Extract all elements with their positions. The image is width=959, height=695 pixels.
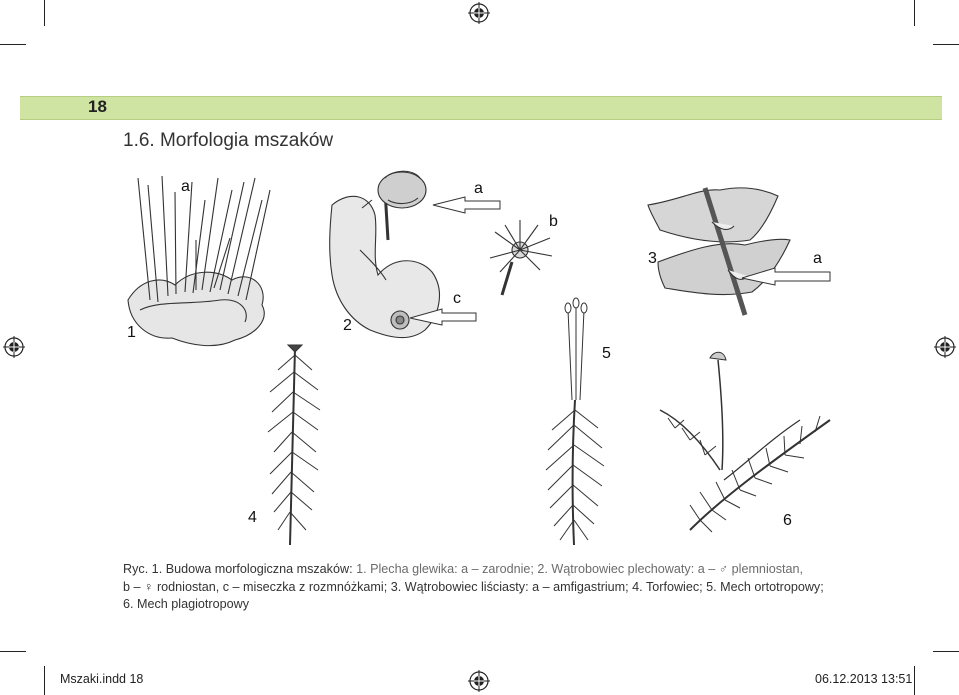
label-1: 1 [127,324,136,341]
label-2: 2 [343,317,352,334]
illustration-2-marchantia [330,171,440,337]
label-b: b [549,213,558,230]
slug-file-name: Mszaki.indd 18 [60,672,144,686]
label-a-2: a [474,180,483,197]
caption-lead: Ryc. 1. Budowa morfologiczna mszaków: [123,562,353,576]
label-5: 5 [602,345,611,362]
illustration-1-anthoceros [128,176,270,346]
section-title: 1.6. Morfologia mszaków [123,130,334,151]
label-a-3: a [813,250,822,267]
illustration-2b-archegoniophore [490,220,552,295]
illustration-6-plagiotropous-moss [660,352,830,532]
label-3: 3 [648,250,657,267]
caption-line-3: 6. Mech plagiotropowy [123,597,250,611]
page-number: 18 [88,97,107,116]
slug-date-time: 06.12.2013 13:51 [815,672,913,686]
caption-line-1-rest: 1. Plecha glewika: a – zarodnie; 2. Wątrobowiec plechowaty: a – ♂ plemniostan, [352,562,804,576]
label-6: 6 [783,512,792,529]
figure-caption [123,561,843,614]
label-c: c [453,290,461,307]
illustration-3-leafy-liverwort [648,188,790,315]
caption-line-1 [123,561,843,579]
caption-line-2: b – ♀ rodniostan, c – miseczka z rozmnóżkami; 3. Wątrobowiec liściasty: a – amfigastrium; 4. Torfowiec; 5. Mech ortotropowy; [123,579,824,594]
illustration-4-sphagnum [268,345,320,545]
arrow-2a-icon [433,197,500,213]
label-a-1: a [181,178,190,195]
label-4: 4 [248,509,257,526]
illustration-5-orthotropous-moss [546,298,604,545]
